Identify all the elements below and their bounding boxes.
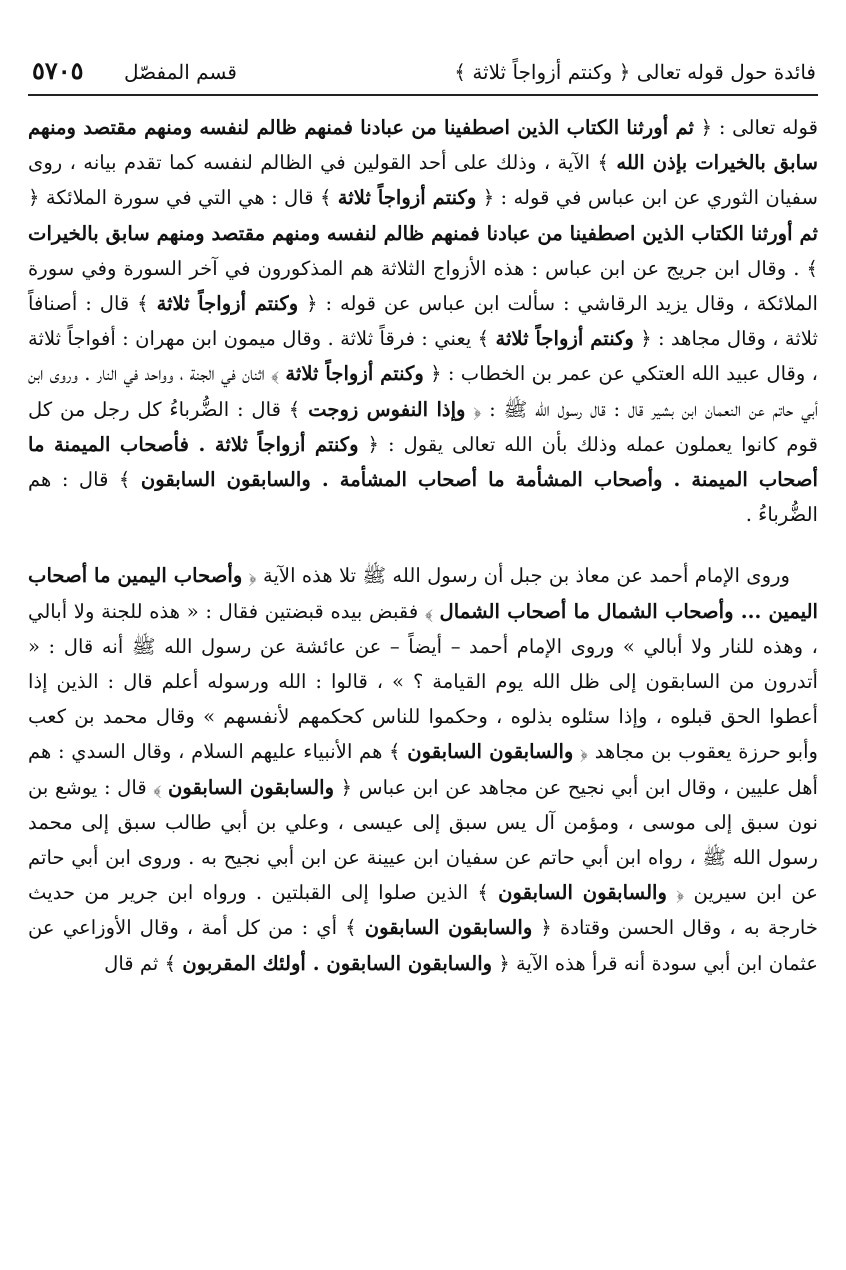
text-run: قوله تعالى : ﴿ bbox=[693, 116, 818, 139]
page-number: ٥٧٠٥ bbox=[32, 56, 84, 85]
quran-verse: وكنتم أزواجاً ثلاثة bbox=[285, 362, 424, 386]
quran-verse: وكنتم أزواجاً ثلاثة bbox=[337, 186, 477, 210]
text-run: ﴾ ثم قال bbox=[104, 951, 183, 975]
text-run: ﴾ يعني : فرقاً ثلاثة . وقال ميمون ابن مهران : أفواجاً ثلاثة ، وقال عبيد الله العتكي عن عمر بن الخطاب : ﴿ bbox=[28, 327, 818, 386]
text-run: ﴾ قال : الضُّرباءُ كل رجل من كل قوم كانوا يعملون عمله وذلك بأن الله تعالى يقول : ﴿ bbox=[28, 397, 818, 456]
quran-verse: والسابقون السابقون . أولئك المقربون bbox=[182, 951, 493, 975]
text-run: وروى الإمام أحمد عن معاذ بن جبل أن رسول الله ﷺ تلا هذه الآية ﴿ bbox=[242, 564, 790, 588]
quran-verse: والسابقون السابقون bbox=[498, 881, 667, 905]
text-run: ﴾ الذين صلوا إلى القبلتين . ورواه ابن جرير من حديث خارجة به ، وقال الحسن وقتادة ﴿ bbox=[28, 881, 819, 940]
quran-verse: ثم أورثنا الكتاب الذين اصطفينا من عبادنا فمنهم ظالم لنفسه ومنهم مقتصد ومنهم سابق بالخيرات بإذن الله bbox=[28, 116, 818, 175]
text-run: ﴾ . وقال ابن جريج عن ابن عباس : هذه الأزواج الثلاثة هم المذكورون في آخر السورة وفي سورة الملائكة ، وقال يزيد الرقاشي : سألت ابن عباس عن قوله : ﴿ bbox=[28, 256, 819, 316]
text-run: ﴾ هم الأنبياء عليهم السلام ، وقال السدي : هم أهل عليين ، وقال ابن أبي نجيح عن مجاهد عن ابن عباس ﴿ bbox=[28, 740, 818, 799]
quran-verse: وكنتم أزواجاً ثلاثة bbox=[495, 327, 634, 351]
quran-verse: والسابقون السابقون bbox=[364, 916, 533, 940]
quran-verse: وأصحاب اليمين ما أصحاب اليمين ... وأصحاب الشمال ما أصحاب الشمال bbox=[28, 564, 818, 623]
text-run: ﴾ أي : من كل أمة ، وقال الأوزاعي عن عثمان ابن أبي سودة أنه قرأ هذه الآية ﴿ bbox=[28, 916, 818, 975]
page-body bbox=[28, 110, 818, 981]
text-run: ﴾ اثنان في الجنة ، وواحد في النار . وروى ابن أبي حاتم عن النعمان ابن بشير قال : قال رسول الله ﷺ : ﴿ bbox=[28, 362, 818, 421]
text-run: ﴾ الآية ، وذلك على أحد القولين في الظالم لنفسه كما تقدم بيانه ، روى سفيان الثوري عن ابن عباس في قوله : ﴿ bbox=[28, 151, 818, 210]
header-rule bbox=[28, 94, 818, 96]
text-run: ﴾ قال : هي التي في سورة الملائكة ﴿ bbox=[28, 186, 338, 210]
paragraph-1 bbox=[28, 110, 818, 532]
text-run: ﴾ قال : أصنافاً ثلاثة ، وقال مجاهد : ﴿ bbox=[28, 292, 818, 351]
text-run: ﴾ فقبض بيده قبضتين فقال : « هذه للجنة ولا أبالي ، وهذه للنار ولا أبالي » وروى الإمام أحمد – أيضاً – عن عائشة عن رسول الله ﷺ أنه قال : « أتدرون من السابقون إلى ظل الله يوم القيامة ؟ » ، قالوا : الله ورسوله أعلم قال : الذين إذا أعطوا الحق قبلوه ، وإذا سئلوه بذلوه ، وحكموا للناس كحكمهم لأنفسهم » وقال محمد بن كعب وأبو حرزة يعقوب بن مجاهد ﴿ bbox=[28, 599, 819, 764]
paragraph-2 bbox=[28, 558, 818, 980]
running-title: فائدة حول قوله تعالى ﴿ وكنتم أزواجاً ثلاثة ﴾ bbox=[454, 60, 816, 84]
quran-verse: وكنتم أزواجاً ثلاثة bbox=[156, 292, 299, 316]
text-run: ﴾ قال : هم الضُّرباءُ . bbox=[28, 468, 818, 527]
running-header bbox=[28, 50, 818, 94]
quran-verse: وكنتم أزواجاً ثلاثة . فأصحاب الميمنة ما أصحاب الميمنة . وأصحاب المشأمة ما أصحاب المشأمة . والسابقون السابقون bbox=[28, 432, 818, 492]
book-page bbox=[28, 38, 818, 1258]
quran-verse: وإذا النفوس زوجت bbox=[308, 397, 466, 421]
quran-verse: ثم أورثنا الكتاب الذين اصطفينا من عبادنا فمنهم ظالم لنفسه ومنهم مقتصد ومنهم سابق بالخيرات bbox=[28, 221, 818, 245]
quran-verse: والسابقون السابقون bbox=[407, 740, 574, 764]
text-run: ﴾ قال : يوشع بن نون سبق إلى موسى ، ومؤمن آل يس سبق إلى عيسى ، وعلي بن أبي طالب سبق إلى محمد رسول الله ﷺ ، رواه ابن أبي حاتم عن سفيان ابن عيينة عن ابن أبي نجيح به . وروى ابن أبي حاتم عن ابن سيرين ﴿ bbox=[28, 775, 818, 905]
section-name: قسم المفصّل bbox=[124, 60, 237, 84]
quran-verse: والسابقون السابقون bbox=[167, 775, 335, 799]
